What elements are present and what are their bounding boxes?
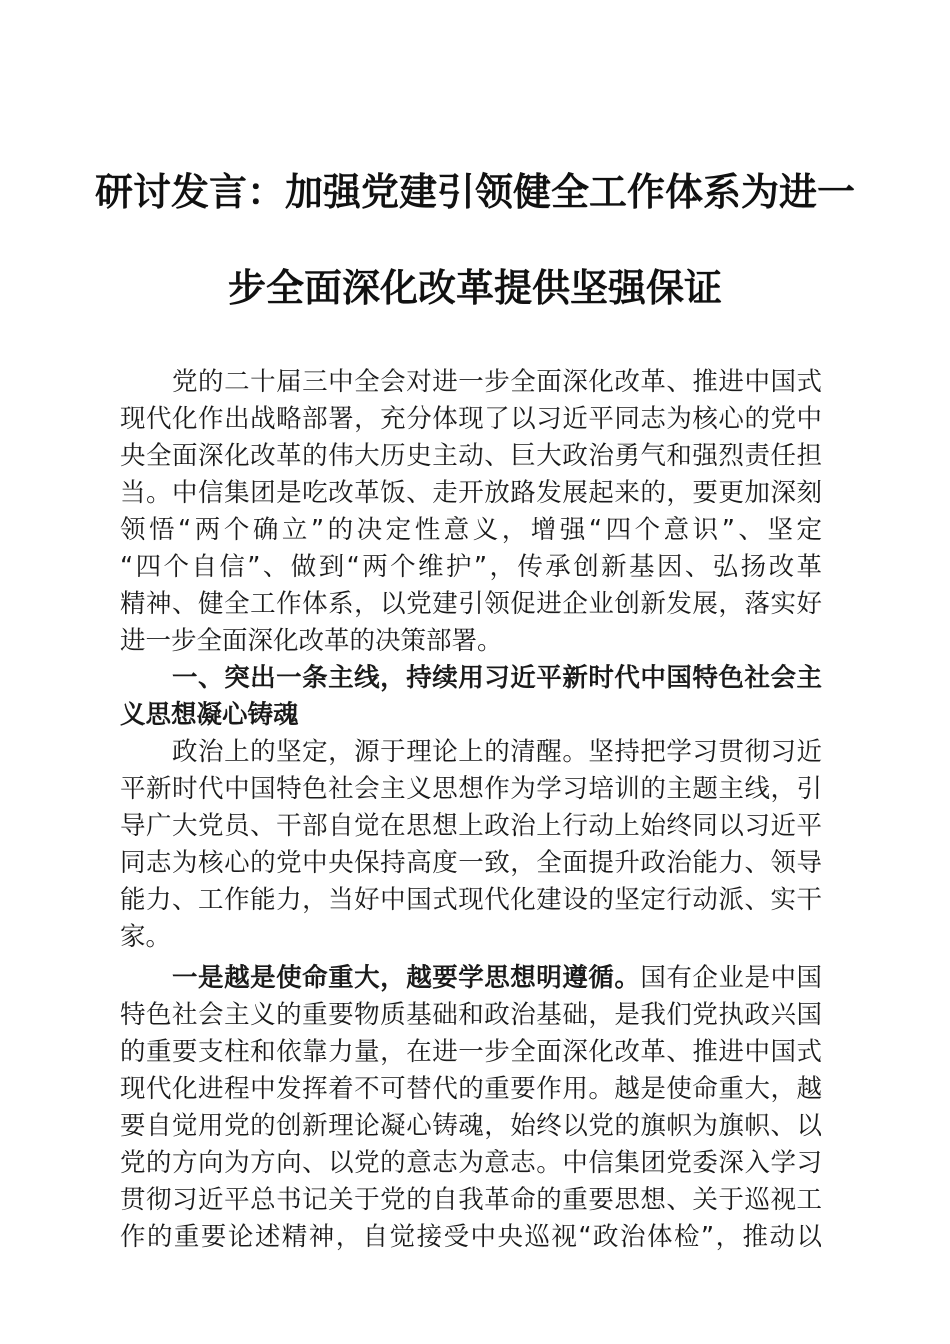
paragraph-1-line: 现代化作出战略部署，充分体现了以习近平同志为核心的党中 [120, 404, 822, 434]
paragraph-3-line: 要自觉用党的创新理论凝心铸魂，始终以党的旗帜为旗帜、以 [120, 1111, 822, 1141]
section-heading-line: 一、突出一条主线，持续用习近平新时代中国特色社会主 [120, 663, 822, 693]
document-title-line-2: 步全面深化改革提供坚强保证 [227, 265, 722, 310]
paragraph-3-line: 的重要支柱和依靠力量，在进一步全面深化改革、推进中国式 [120, 1037, 822, 1067]
paragraph-3-first-rest: 国有企业是中国 [640, 963, 822, 993]
document-title-line-1: 研讨发言：加强党建引领健全工作体系为进一 [95, 169, 856, 214]
paragraph-3-first-line [120, 960, 822, 996]
paragraph-2-line: 家。 [120, 922, 172, 952]
paragraph-2-line: 导广大党员、干部自觉在思想上政治上行动上始终同以习近平 [120, 811, 822, 841]
paragraph-2-line: 能力、工作能力，当好中国式现代化建设的坚定行动派、实干 [120, 885, 822, 915]
paragraph-3-line: 党的方向为方向、以党的意志为意志。中信集团党委深入学习 [120, 1148, 822, 1178]
section-heading-line: 义思想凝心铸魂 [120, 700, 299, 730]
paragraph-1-line: “四个自信”、做到“两个维护”，传承创新基因、弘扬改革 [120, 552, 822, 582]
paragraph-1-line: 央全面深化改革的伟大历史主动、巨大政治勇气和强烈责任担 [120, 441, 822, 471]
paragraph-3-line: 现代化进程中发挥着不可替代的重要作用。越是使命重大，越 [120, 1074, 822, 1104]
paragraph-3-line: 作的重要论述精神，自觉接受中央巡视“政治体检”，推动以 [120, 1222, 822, 1252]
paragraph-3-line: 贯彻习近平总书记关于党的自我革命的重要思想、关于巡视工 [120, 1185, 822, 1215]
paragraph-1-line: 领悟“两个确立”的决定性意义，增强“四个意识”、坚定 [120, 515, 822, 545]
paragraph-1-line: 进一步全面深化改革的决策部署。 [120, 626, 503, 656]
paragraph-2-line: 平新时代中国特色社会主义思想作为学习培训的主题主线，引 [120, 774, 822, 804]
paragraph-2-line: 政治上的坚定，源于理论上的清醒。坚持把学习贯彻习近 [120, 737, 822, 767]
paragraph-3-bold-lead: 一是越是使命重大，越要学思想明遵循。 [120, 963, 641, 993]
paragraph-2-line: 同志为核心的党中央保持高度一致，全面提升政治能力、领导 [120, 848, 822, 878]
paragraph-1-line: 精神、健全工作体系，以党建引领促进企业创新发展，落实好 [120, 589, 822, 619]
paragraph-1-line: 党的二十届三中全会对进一步全面深化改革、推进中国式 [120, 367, 822, 397]
paragraph-3-line: 特色社会主义的重要物质基础和政治基础，是我们党执政兴国 [120, 1000, 822, 1030]
paragraph-1-line: 当。中信集团是吃改革饭、走开放路发展起来的，要更加深刻 [120, 478, 822, 508]
